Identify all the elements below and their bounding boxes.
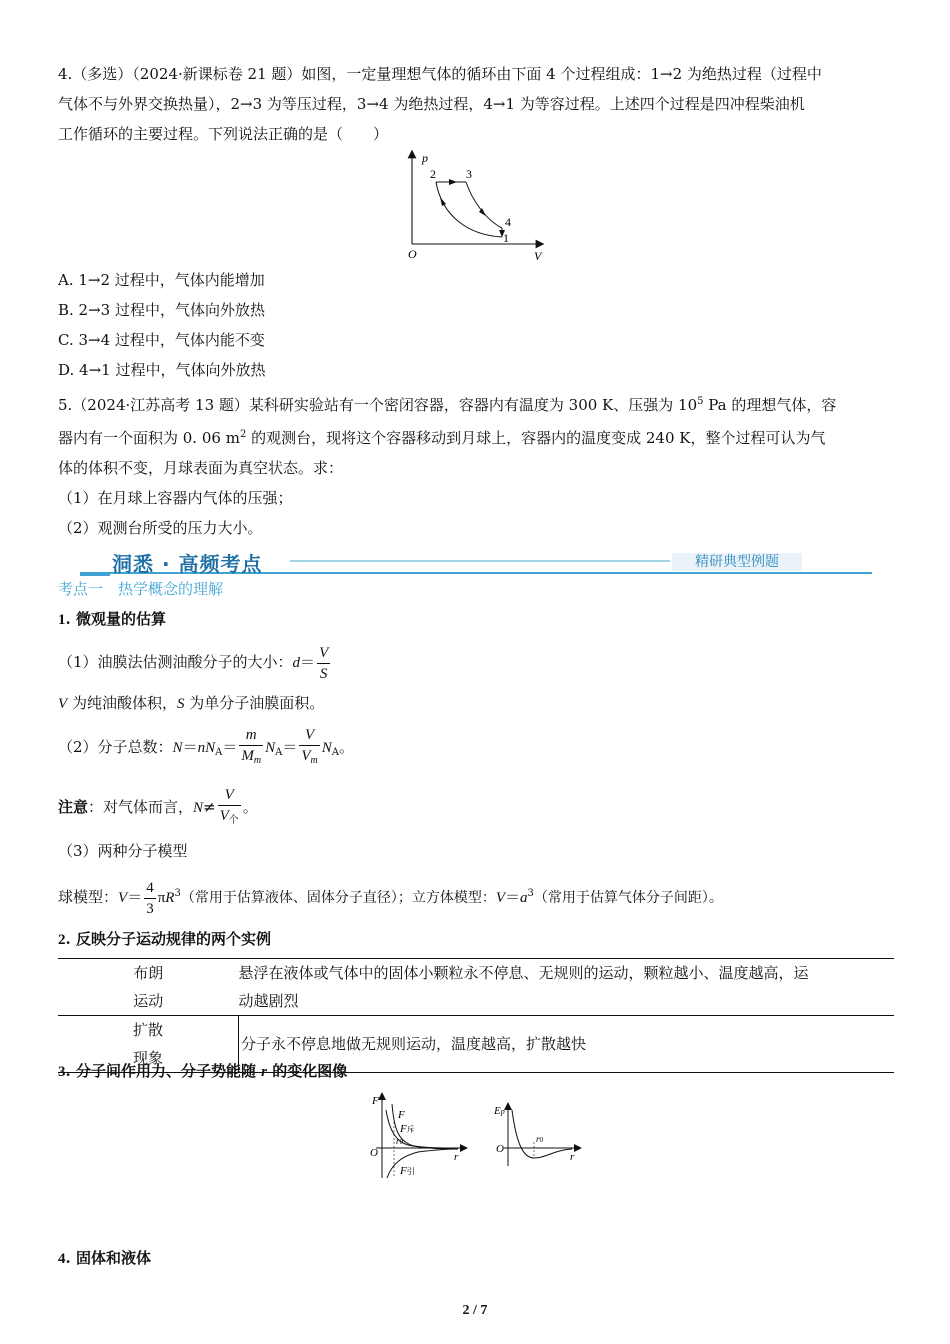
q5-sub-2: （2）观测台所受的压力大小。 <box>58 519 263 537</box>
section-4 <box>58 1243 894 1274</box>
point-2-label: 2 <box>430 167 436 181</box>
s4-heading: 4. 固体和液体 <box>58 1249 151 1267</box>
f-origin-label: O <box>370 1147 378 1159</box>
f-axis-label: F <box>372 1095 379 1107</box>
section-2 <box>58 924 894 955</box>
q5-line-2: 器内有一个面积为 0. 06 $m^2$ 的观测台，现将这个容器移动到月球上，容器内的温度变成 240 K，整个过程可认为气 <box>58 429 826 447</box>
f-att-label: F引 <box>400 1165 415 1177</box>
q4-line-1: 4.（多选）（2024·新课标卷 21 题）如图，一定量理想气体的循环由下面 4 个过程组成：1→2 为绝热过程（过程中 <box>58 65 822 83</box>
ep-r-axis-label: r <box>570 1151 575 1163</box>
force-vs-r-graph <box>368 1092 468 1184</box>
s3-heading: 3. 分子间作用力、分子势能随 r 的变化图像 <box>58 1062 348 1080</box>
f-rep-label: F斥 <box>400 1123 415 1135</box>
q4-options <box>58 265 894 385</box>
q5-line-1: 5.（2024·江苏高考 13 题）某科研实验站有一个密闭容器，容器内有温度为 300 K、压强为 $10^5$ Pa 的理想气体，容 <box>58 396 837 414</box>
row-desc: 分子永不停息地做无规则运动，温度越高，扩散越快 <box>239 1016 895 1073</box>
option-a[interactable]: A. 1→2 过程中，气体内能增加 <box>58 271 265 289</box>
table-row <box>58 959 894 1016</box>
page-number: 2 / 7 <box>462 1303 488 1318</box>
v-axis-label: V <box>534 249 542 263</box>
option-b[interactable]: B. 2→3 过程中，气体向外放热 <box>58 301 265 319</box>
q4-line-3: 工作循环的主要过程。下列说法正确的是（ ） <box>58 125 389 143</box>
s1-p3: （3）两种分子模型 <box>58 842 188 860</box>
ep-axis-label: Ep <box>494 1105 505 1117</box>
q4-line-2: 气体不与外界交换热量），2→3 为等压过程，3→4 为绝热过程，4→1 为等容过程。上述四个过程是四冲程柴油机 <box>58 95 805 113</box>
q5-sub-1: （1）在月球上容器内气体的压强； <box>58 489 293 507</box>
question-5 <box>58 387 894 543</box>
row-name: 扩散 现象 <box>132 1021 163 1067</box>
r0-label: r0 <box>396 1136 404 1146</box>
banner-tag: 精研典型例题 <box>672 553 802 571</box>
p-axis-label: p <box>422 151 428 165</box>
section-1 <box>58 604 894 635</box>
f-r-axis-label: r <box>454 1151 459 1163</box>
point-4-label: 4 <box>505 215 511 229</box>
potential-energy-graph <box>492 1100 582 1170</box>
ep-r0-label: r0 <box>536 1134 544 1144</box>
s1-p1: （1）油膜法估测油酸分子的大小：d＝ $\frac{V}{S}$ <box>58 644 329 682</box>
ep-origin-label: O <box>496 1143 504 1155</box>
row-desc: 悬浮在液体或气体中的固体小颗粒永不停息、无规则的运动，颗粒越小、温度越高，运 动越剧烈 <box>238 964 809 1010</box>
row-name: 布朗 运动 <box>133 964 164 1010</box>
point-3-label: 3 <box>466 167 472 181</box>
banner-title: 洞悉 · 高频考点 <box>112 552 263 576</box>
keypoint-1-title: 考点一 热学概念的理解 <box>58 580 224 598</box>
option-c[interactable]: C. 3→4 过程中，气体内能不变 <box>58 331 265 349</box>
f-curve-label: F <box>398 1109 405 1121</box>
question-4 <box>58 59 894 149</box>
s1-p2: （2）分子总数：$N=nN_A=$ $\frac{m}{M_m}$ $N_A=$ $\frac{V}{V_m}$ $N_A$。 <box>58 727 355 766</box>
section-banner <box>80 550 872 574</box>
pv-cycle-diagram <box>400 150 550 265</box>
s1-note: 注意：对气体而言，N≠ $\frac{V}{V_个}$ 。 <box>58 787 258 826</box>
s1-models: 球模型：V＝ $\frac{4}{3}$ $\pi R^3$（常用于估算液体、固体分子直径）；立方体模型：$V=a^3$（常用于估算气体分子间距）。 <box>58 879 723 917</box>
s1-p1-note: V 为纯油酸体积，S 为单分子油膜面积。 <box>58 694 325 712</box>
s1-heading: 1. 微观量的估算 <box>58 610 166 628</box>
q5-line-3: 体的体积不变，月球表面为真空状态。求： <box>58 459 344 477</box>
option-d[interactable]: D. 4→1 过程中，气体向外放热 <box>58 361 266 379</box>
point-1-label: 1 <box>503 231 509 245</box>
s2-heading: 2. 反映分子运动规律的两个实例 <box>58 930 271 948</box>
section-3 <box>58 1056 894 1087</box>
origin-label: O <box>408 247 417 261</box>
